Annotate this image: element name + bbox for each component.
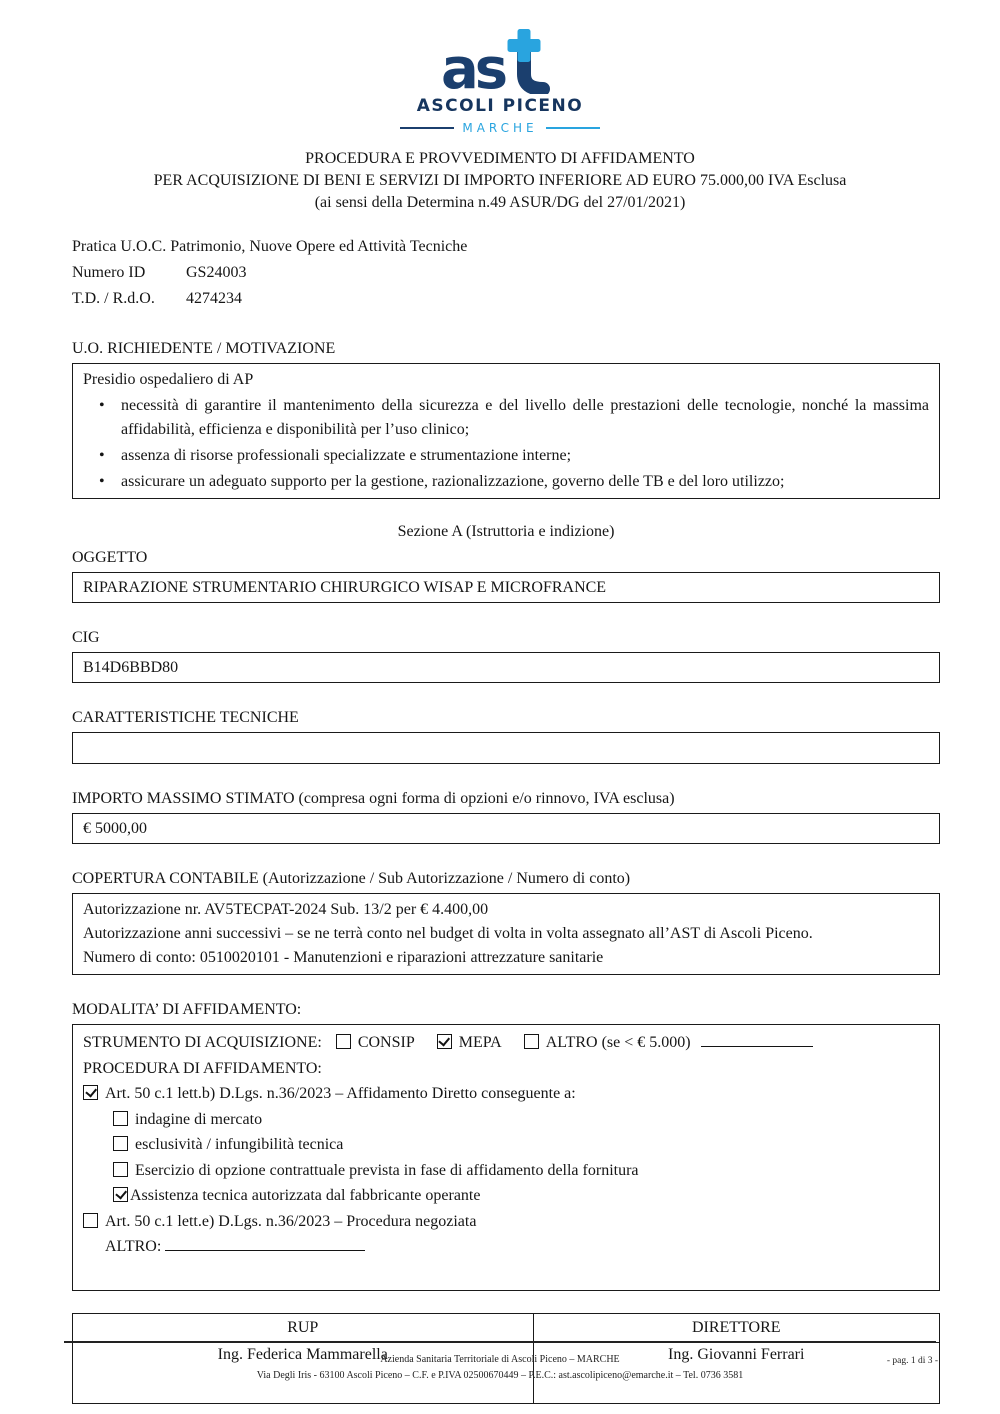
title-line-1: PROCEDURA E PROVVEDIMENTO DI AFFIDAMENTO	[305, 150, 695, 167]
checkbox-icon	[336, 1034, 351, 1049]
modalita-altro-row	[83, 1234, 929, 1260]
modalita-item	[83, 1158, 929, 1184]
logo-region	[0, 121, 1000, 135]
option-mepa-label: MEPA	[458, 1034, 502, 1051]
uo-intro: Presidio ospedaliero di AP	[83, 371, 254, 388]
meta-td-rdo-row	[72, 286, 940, 312]
meta-numero-id-label: Numero ID	[72, 264, 146, 281]
copertura-line: Numero di conto: 0510020101 - Manutenzioni e riparazioni attrezzature sanitarie	[83, 949, 604, 966]
modalita-box	[72, 1024, 940, 1291]
modalita-item-label: indagine di mercato	[135, 1110, 263, 1128]
modalita-item	[83, 1132, 929, 1158]
option-consip	[336, 1034, 415, 1051]
strumento-row	[83, 1030, 929, 1056]
oggetto-heading: OGGETTO	[72, 549, 148, 566]
uo-heading: U.O. RICHIEDENTE / MOTIVAZIONE	[72, 340, 336, 357]
modalita-item-label: Art. 50 c.1 lett.e) D.Lgs. n.36/2023 – Procedura negoziata	[105, 1212, 477, 1230]
cig-heading: CIG	[72, 629, 100, 646]
logo-line-left	[400, 127, 454, 129]
cig-box: B14D6BBD80	[72, 652, 940, 683]
modalita-altro-blank-line	[165, 1238, 365, 1251]
caratteristiche-box	[72, 732, 940, 764]
svg-text:as: as	[441, 37, 505, 94]
uo-bullet-item: • assenza di risorse professionali specializzate e strumentazione interne;	[83, 444, 929, 468]
strumento-label: STRUMENTO DI ACQUISIZIONE:	[83, 1034, 322, 1051]
copertura-box	[72, 893, 940, 975]
option-consip-label: CONSIP	[357, 1034, 415, 1051]
checkbox-checked-icon	[113, 1187, 128, 1202]
copertura-line: Autorizzazione anni successivi – se ne terrà conto nel budget di volta in volta assegnato all’AST di Ascoli Piceno.	[83, 925, 813, 942]
direttore-name-cell: Ing. Giovanni Ferrari	[533, 1342, 940, 1403]
importo-heading: IMPORTO MASSIMO STIMATO (compresa ogni forma di opzioni e/o rinnovo, IVA esclusa)	[72, 790, 675, 807]
copertura-line: Autorizzazione nr. AV5TECPAT-2024 Sub. 13/2 per € 4.400,00	[83, 901, 489, 918]
meta-td-rdo-label: T.D. / R.d.O.	[72, 290, 155, 307]
title-line-2: PER ACQUISIZIONE DI BENI E SERVIZI DI IMPORTO INFERIORE AD EURO 75.000,00 IVA Esclusa	[153, 172, 847, 189]
modalita-item	[83, 1209, 929, 1235]
direttore-header-cell: DIRETTORE	[533, 1313, 940, 1342]
modalita-item-label: Assistenza tecnica autorizzata dal fabbricante operante	[130, 1187, 481, 1204]
rup-header-cell: RUP	[73, 1313, 534, 1342]
option-altro-label: ALTRO (se < € 5.000)	[545, 1034, 691, 1051]
meta-pratica-value: U.O.C. Patrimonio, Nuove Opere ed Attività Tecniche	[120, 238, 468, 255]
modalita-item-label: Esercizio di opzione contrattuale prevista in fase di affidamento della fornitura	[135, 1161, 639, 1179]
document-title	[0, 148, 1000, 214]
footer-org-line: Azienda Sanitaria Territoriale di Ascoli Piceno – MARCHE	[380, 1354, 620, 1365]
uo-box	[72, 363, 940, 499]
modalita-item	[83, 1107, 929, 1133]
practice-meta	[72, 234, 940, 312]
checkbox-icon	[113, 1162, 128, 1177]
rup-name-cell: Ing. Federica Mammarella	[73, 1342, 534, 1403]
modalita-item-label: Art. 50 c.1 lett.b) D.Lgs. n.36/2023 – Affidamento Diretto conseguente a:	[105, 1085, 576, 1102]
checkbox-icon	[524, 1034, 539, 1049]
meta-numero-id-value: GS24003	[186, 264, 247, 281]
logo-region-label: MARCHE	[462, 121, 538, 135]
modalita-heading: MODALITA’ DI AFFIDAMENTO:	[72, 1001, 302, 1018]
modalita-item	[83, 1183, 929, 1209]
procedura-label: PROCEDURA DI AFFIDAMENTO:	[83, 1059, 322, 1077]
caratteristiche-heading: CARATTERISTICHE TECNICHE	[72, 709, 299, 726]
checkbox-icon	[83, 1213, 98, 1228]
ast-logo-icon	[425, 26, 575, 94]
logo-org-name: ASCOLI PICENO	[416, 96, 584, 116]
sezione-a-heading: Sezione A (Istruttoria e indizione)	[397, 523, 615, 540]
logo	[0, 0, 1000, 135]
title-line-3: (ai sensi della Determina n.49 ASUR/DG del 27/01/2021)	[314, 194, 686, 211]
altro-blank-line	[701, 1034, 813, 1047]
checkbox-checked-icon	[83, 1085, 98, 1100]
meta-td-rdo-value: 4274234	[186, 290, 242, 307]
checkbox-checked-icon	[437, 1034, 452, 1049]
copertura-heading: COPERTURA CONTABILE (Autorizzazione / Sub Autorizzazione / Numero di conto)	[72, 870, 631, 887]
page-number: - pag. 1 di 3 -	[886, 1356, 938, 1366]
uo-bullet-item: • assicurare un adeguato supporto per la gestione, razionalizzazione, governo delle TB e del loro utilizzo;	[83, 470, 929, 494]
option-altro	[524, 1034, 691, 1051]
importo-box: € 5000,00	[72, 813, 940, 844]
uo-bullet-item: • necessità di garantire il mantenimento della sicurezza e del livello delle prestazioni delle tecnologie, nonché la massima affidabilità, efficienza e disponibilità per l’uso clinico;	[83, 394, 929, 442]
oggetto-box: RIPARAZIONE STRUMENTARIO CHIRURGICO WISAP E MICROFRANCE	[72, 572, 940, 603]
checkbox-icon	[113, 1136, 128, 1151]
checkbox-icon	[113, 1111, 128, 1126]
meta-pratica-row	[72, 234, 940, 260]
modalita-altro-label: ALTRO:	[105, 1238, 162, 1255]
footer-divider	[64, 1341, 936, 1343]
modalita-item	[83, 1081, 929, 1107]
meta-numero-id-row	[72, 260, 940, 286]
logo-line-right	[546, 127, 600, 129]
footer	[0, 1352, 1000, 1384]
modalita-item-label: esclusività / infungibilità tecnica	[135, 1136, 344, 1153]
option-mepa	[437, 1034, 502, 1051]
footer-address-line: Via Degli Iris - 63100 Ascoli Piceno – C.F. e P.IVA 02500670449 – P.E.C.: ast.ascolipiceno@emarche.it – Tel. 0736 3581	[256, 1370, 744, 1381]
meta-pratica-label: Pratica	[72, 238, 117, 255]
